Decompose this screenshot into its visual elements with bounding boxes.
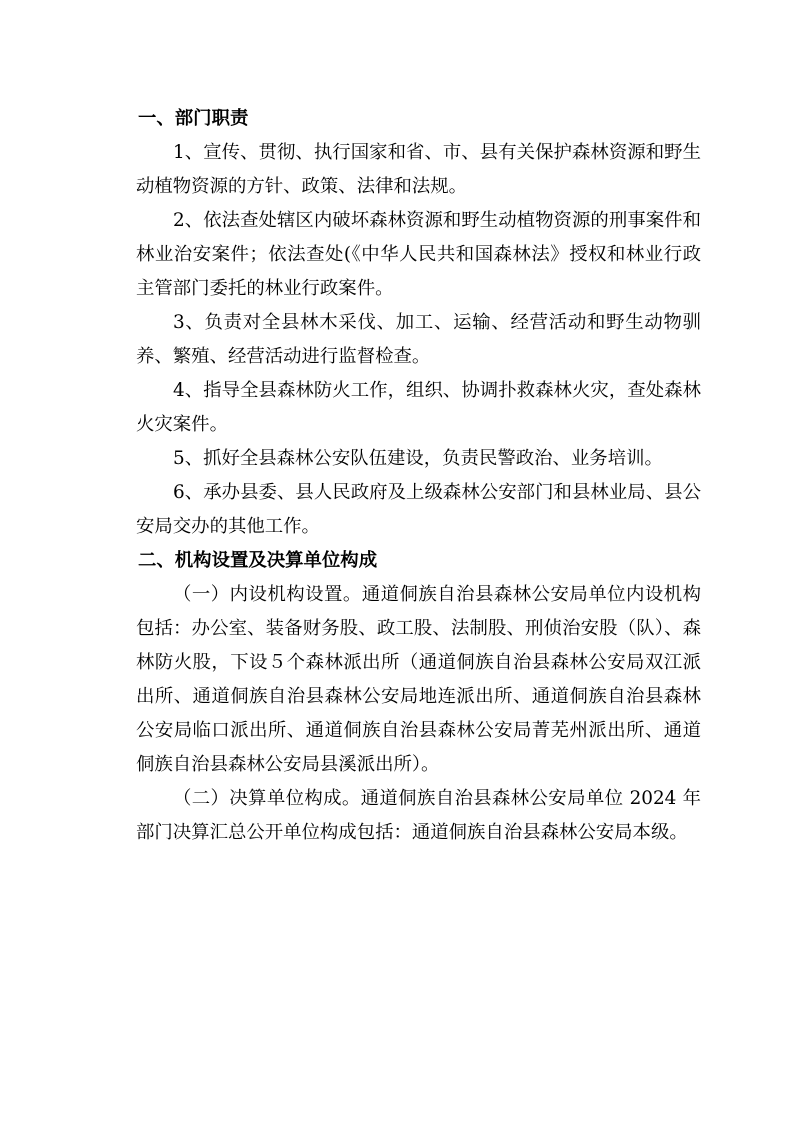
section-heading-department-duties: 一、部门职责 [138, 108, 249, 129]
duty-paragraph-5: 5、抓好全县森林公安队伍建设，负责民警政治、业务培训。 [173, 448, 663, 469]
duty-paragraph-1: 1、宣传、贯彻、执行国家和省、市、县有关保护森林资源和野生动植物资源的方针、政策、法律和法规。 [136, 142, 701, 197]
duty-paragraph-6: 6、承办县委、县人民政府及上级森林公安部门和县林业局、县公安局交办的其他工作。 [136, 482, 701, 537]
duty-paragraph-4: 4、指导全县森林防火工作，组织、协调扑救森林火灾，查处森林火灾案件。 [136, 380, 701, 435]
organization-paragraph-2: （二）决算单位构成。通道侗族自治县森林公安局单位 2024 年部门决算汇总公开单位构成包括：通道侗族自治县森林公安局本级。 [136, 788, 701, 843]
duty-paragraph-3: 3、负责对全县林木采伐、加工、运输、经营活动和野生动物驯养、繁殖、经营活动进行监督检查。 [136, 312, 701, 367]
section-heading-organization: 二、机构设置及决算单位构成 [138, 550, 378, 571]
document-body [136, 102, 701, 850]
duty-paragraph-2: 2、依法查处辖区内破坏森林资源和野生动植物资源的刑事案件和林业治安案件；依法查处(《中华人民共和国森林法》授权和林业行政主管部门委托的林业行政案件。 [136, 210, 701, 299]
organization-paragraph-1: （一）内设机构设置。通道侗族自治县森林公安局单位内设机构包括：办公室、装备财务股、政工股、法制股、刑侦治安股（队）、森林防火股，下设５个森林派出所（通道侗族自治县森林公安局双江派出所、通道侗族自治县森林公安局地连派出所、通道侗族自治县森林公安局临口派出所、通道侗族自治县森林公安局菁芜州派出所、通道侗族自治县森林公安局县溪派出所）。 [136, 584, 701, 775]
